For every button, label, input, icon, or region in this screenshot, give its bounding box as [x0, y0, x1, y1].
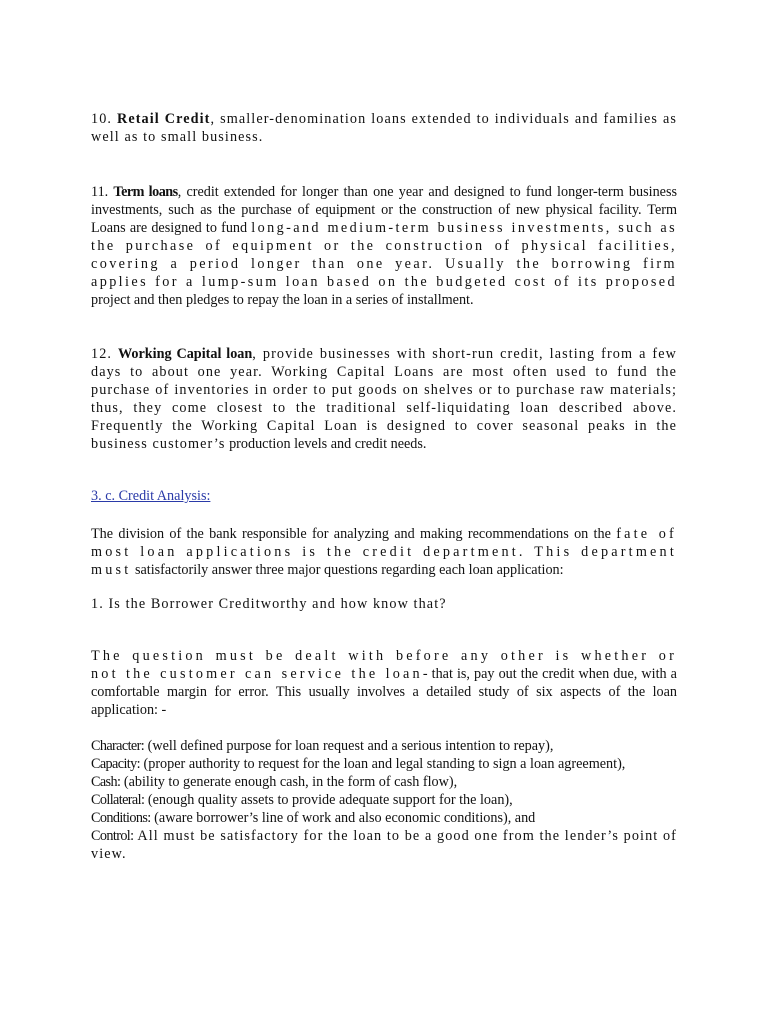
intro-text: satisfactorily answer three major questions regarding each loan application:	[131, 562, 564, 578]
aspect-text: (well defined purpose for loan request and a serious intention to repay),	[144, 738, 554, 754]
discussion-text: The question must be dealt with before any other is whether or not the customer can service the loan	[91, 648, 677, 682]
aspect-label: Collateral:	[91, 792, 145, 808]
aspect-label: Conditions:	[91, 810, 151, 826]
question-1: 1. Is the Borrower Creditworthy and how know that?	[91, 596, 447, 612]
aspect-label: Control:	[91, 828, 134, 844]
item-title: Term loans	[113, 184, 178, 200]
aspect-item	[91, 737, 677, 755]
intro-text: fate of most loan applications is the credit department. This department must	[91, 526, 677, 578]
aspect-item	[91, 755, 677, 773]
aspect-label: Character:	[91, 738, 145, 754]
item-title: Working Capital loan	[118, 346, 253, 362]
item-number: 11.	[91, 184, 109, 200]
aspect-label: Capacity:	[91, 756, 140, 772]
item-text: , provide businesses with short-run credit, lasting from a few days to about one year. Working Capital Loans are most often used to fund the purchase of inventories in order to put goods on shelves or to purchase raw materials; thus, they come closest to the traditional self-liquidating loan described above. Frequently the Working Capital Loan is designed to cover seasonal peaks in the business customer’s	[91, 346, 677, 452]
section-heading	[91, 487, 677, 505]
aspect-item	[91, 791, 677, 809]
aspect-text: All must be satisfactory for the loan to be a good one from the lender’s point of view.	[91, 828, 677, 862]
aspect-text: (proper authority to request for the loan and legal standing to sign a loan agreement),	[139, 756, 626, 772]
six-aspects-list	[91, 737, 677, 863]
item-text: project and then pledges to repay the loan in a series of installment.	[91, 292, 474, 308]
document-page	[91, 110, 677, 863]
section-intro	[91, 525, 677, 579]
item-retail-credit	[91, 110, 677, 146]
item-term-loans	[91, 183, 677, 309]
item-text: , credit extended for longer than one year and designed to fund longer-term business investments, such as the purchase of equipment or the construction of new physical facility. Term Loans are designed to fund	[91, 184, 678, 236]
aspect-item	[91, 809, 677, 827]
aspect-text: (enough quality assets to provide adequate support for the loan),	[144, 792, 513, 808]
aspect-text: (ability to generate enough cash, in the form of cash flow),	[120, 774, 458, 790]
item-title: Retail Credit	[116, 111, 211, 127]
question-1-discussion	[91, 647, 677, 719]
aspect-label: Cash:	[91, 774, 121, 790]
item-number: 12.	[91, 346, 113, 362]
item-text: , smaller-denomination loans extended to individuals and families as well as to small business.	[91, 111, 678, 145]
aspect-item	[91, 827, 677, 863]
item-number: 10.	[91, 111, 113, 127]
intro-text: The division of the bank responsible for analyzing and making recommendations on the	[91, 526, 617, 542]
aspect-text: (aware borrower’s line of work and also economic conditions), and	[150, 810, 536, 826]
credit-analysis-heading[interactable]: 3. c. Credit Analysis:	[91, 488, 211, 504]
item-text: production levels and credit needs.	[225, 436, 427, 452]
item-working-capital-loan	[91, 345, 677, 453]
item-text: long-and medium-term business investments, such as the purchase of equipment or the construction of physical facilities, covering a period longer than one year. Usually the borrowing firm applies for a lump-sum loan based on the budgeted cost of its proposed	[91, 220, 678, 290]
discussion-text: - that is, pay out the credit when due, with a comfortable margin for error. This usually involves a detailed study of six aspects of the loan application: -	[91, 666, 677, 718]
aspect-item	[91, 773, 677, 791]
